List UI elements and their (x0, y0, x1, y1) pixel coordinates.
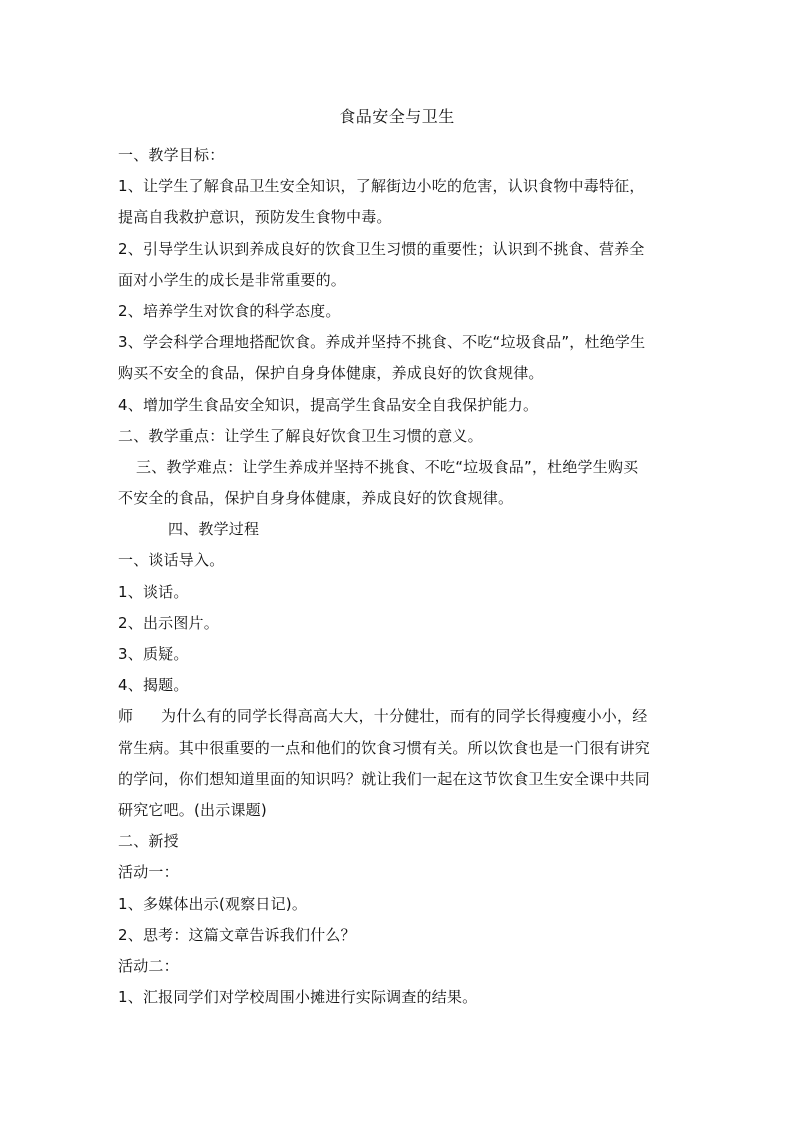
document-title: 食品安全与卫生 (339, 107, 455, 126)
subsection-heading-intro: 一、谈话导入。 (118, 551, 225, 569)
list-item: 1、汇报同学们对学校周围小摊进行实际调查的结果。 (118, 988, 478, 1006)
list-item: 1、多媒体出示(观察日记)。 (118, 895, 308, 913)
paragraph-line: 购买不安全的食品，保护自身身体健康，养成良好的饮食规律。 (118, 364, 544, 382)
list-item: 3、质疑。 (118, 645, 189, 663)
speaker-label: 师 (118, 707, 134, 725)
paragraph-line: 2、引导学生认识到养成良好的饮食卫生习惯的重要性；认识到不挑食、营养全 (118, 240, 645, 258)
teacher-line (118, 704, 678, 728)
list-item: 1、谈话。 (118, 583, 189, 601)
section-heading-process: 四、教学过程 (168, 520, 260, 538)
paragraph-line: 的学问，你们想知道里面的知识吗？就让我们一起在这节饮食卫生安全课中共同 (118, 770, 651, 788)
paragraph-line: 3、学会科学合理地搭配饮食。养成并坚持不挑食、不吃“垃圾食品”，杜绝学生 (118, 333, 646, 351)
paragraph-line: 4、增加学生食品安全知识，提高学生食品安全自我保护能力。 (118, 396, 539, 414)
teacher-speech: 为什么有的同学长得高高大大，十分健壮，而有的同学长得瘦瘦小小，经 (161, 707, 648, 725)
paragraph-line: 面对小学生的成长是非常重要的。 (118, 271, 347, 289)
list-item: 2、出示图片。 (118, 614, 219, 632)
paragraph-line: 常生病。其中很重要的一点和他们的饮食习惯有关。所以饮食也是一门很有讲究 (118, 739, 651, 757)
activity-heading: 活动一： (118, 863, 179, 881)
paragraph-line: 提高自我救护意识，预防发生食物中毒。 (118, 208, 392, 226)
paragraph-line: 研究它吧。(出示课题) (118, 801, 267, 819)
list-item: 4、揭题。 (118, 676, 189, 694)
section-heading-difficulties: 三、教学难点：让学生养成并坚持不挑食、不吃“垃圾食品”，杜绝学生购买 (136, 458, 639, 476)
paragraph-line: 不安全的食品，保护自身身体健康，养成良好的饮食规律。 (118, 489, 514, 507)
list-item: 2、思考：这篇文章告诉我们什么？ (118, 926, 356, 944)
section-heading-objectives: 一、教学目标： (118, 146, 225, 164)
activity-heading: 活动二： (118, 957, 179, 975)
paragraph-line: 1、让学生了解食品卫生安全知识，了解街边小吃的危害，认识食物中毒特征， (118, 177, 645, 195)
section-heading-key-points: 二、教学重点：让学生了解良好饮食卫生习惯的意义。 (118, 427, 483, 445)
subsection-heading-new-lesson: 二、新授 (118, 832, 179, 850)
paragraph-line: 2、培养学生对饮食的科学态度。 (118, 302, 341, 320)
